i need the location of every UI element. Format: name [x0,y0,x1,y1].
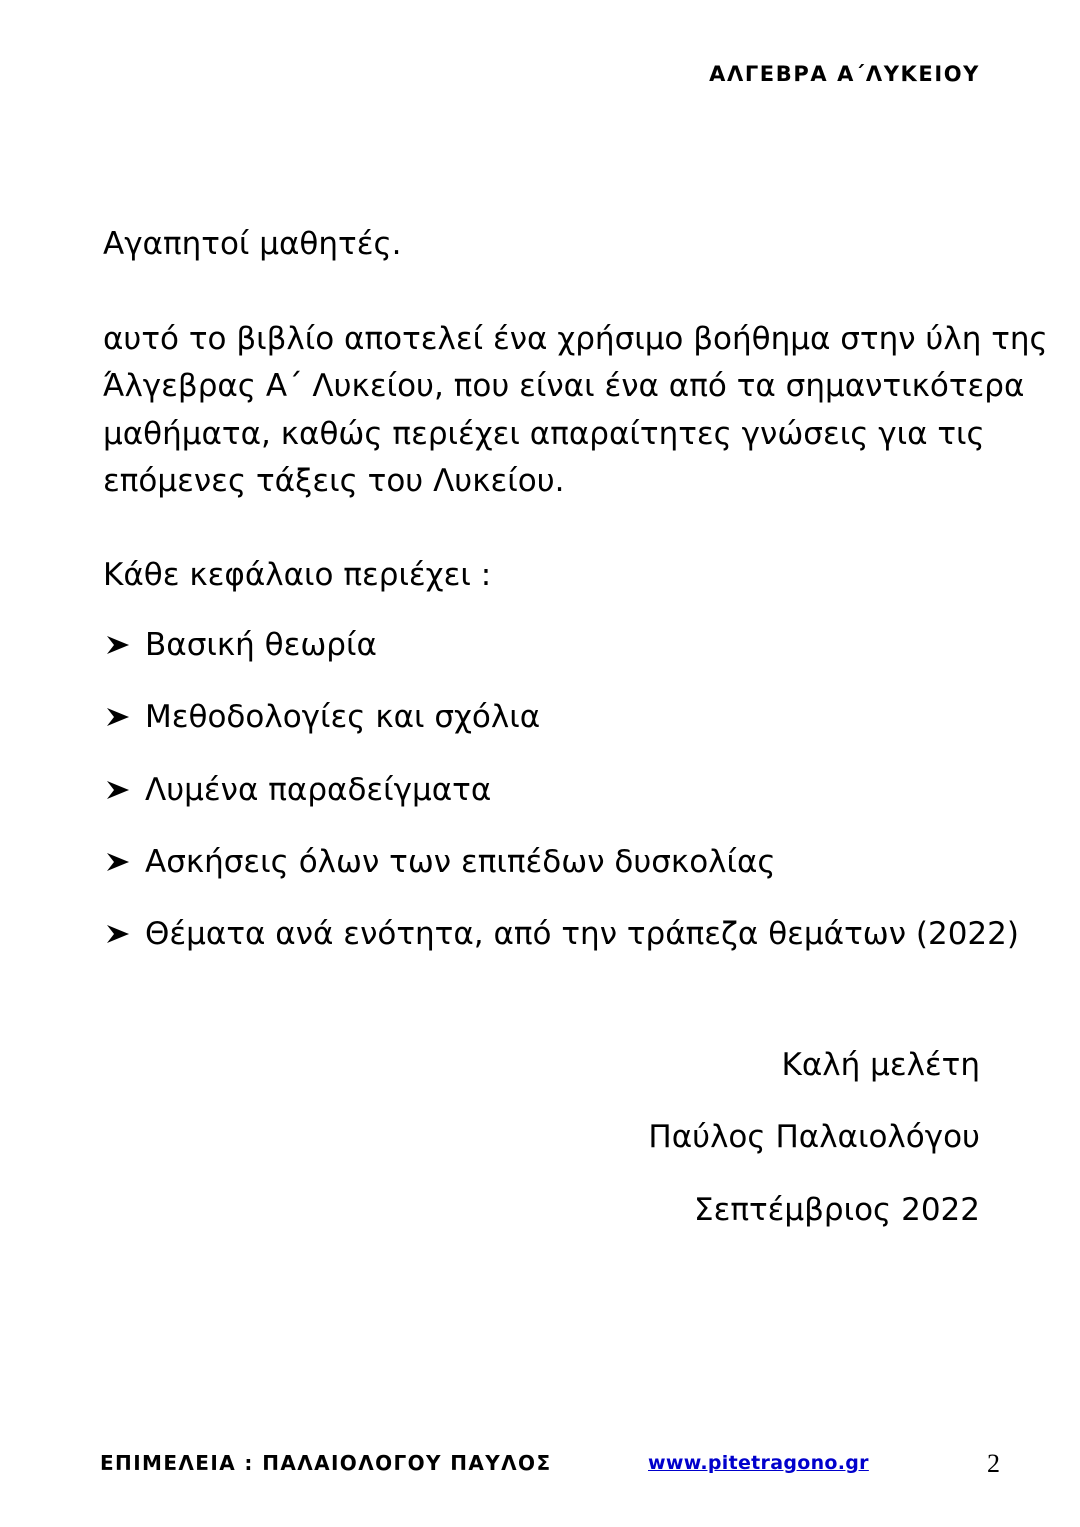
intro-line: Άλγεβρας Α΄ Λυκείου, που είναι ένα από τα σημαντικότερα [103,368,1025,405]
greeting-paragraph: Αγαπητοί μαθητές. [103,226,402,262]
list-item [103,842,980,882]
document-body [103,224,1048,955]
list-item-label: Λυμένα παραδείγματα [145,771,492,808]
closing-date: Σεπτέμβριος 2022 [693,1191,980,1228]
intro-paragraph [103,316,1048,504]
intro-line: μαθήματα, καθώς περιέχει απαραίτητες γνώσεις για τις [103,415,985,452]
list-item [103,914,1019,954]
footer-website-link[interactable]: www.pitetragono.gr [648,1452,869,1474]
chapter-contents-list [103,625,1019,954]
list-item-label: Θέματα ανά ενότητα, από την τράπεζα θεμάτων (2022) [145,916,1019,953]
closing-author: Παύλος Παλαιολόγου [648,1119,980,1156]
arrowhead-bullet-icon [105,779,131,801]
list-item [103,697,980,737]
arrowhead-bullet-icon [105,706,131,728]
arrowhead-bullet-icon [105,851,131,873]
closing-wish: Καλή μελέτη [781,1047,980,1083]
intro-line: επόμενες τάξεις του Λυκείου. [103,462,565,499]
list-item [103,625,980,665]
footer-credit-text: ΕΠΙΜΕΛΕΙΑ : ΠΑΛΑΙΟΛΟΓΟΥ ΠΑΥΛΟΣ [100,1451,552,1475]
running-header-title: ΑΛΓΕΒΡΑ Α΄ΛΥΚΕΙΟΥ [709,62,980,86]
list-item [103,770,980,810]
arrowhead-bullet-icon [105,923,131,945]
list-item-label: Βασική θεωρία [145,627,377,664]
arrowhead-bullet-icon [105,634,131,656]
list-item-label: Ασκήσεις όλων των επιπέδων δυσκολίας [145,843,776,880]
page-footer [100,1451,1000,1485]
intro-line: αυτό το βιβλίο αποτελεί ένα χρήσιμο βοήθημα στην ύλη της [103,321,1048,358]
list-item-label: Μεθοδολογίες και σχόλια [145,699,541,736]
list-lead-in-text: Κάθε κεφάλαιο περιέχει : [103,556,492,593]
page-number: 2 [987,1449,1000,1478]
closing-block [340,1045,980,1230]
